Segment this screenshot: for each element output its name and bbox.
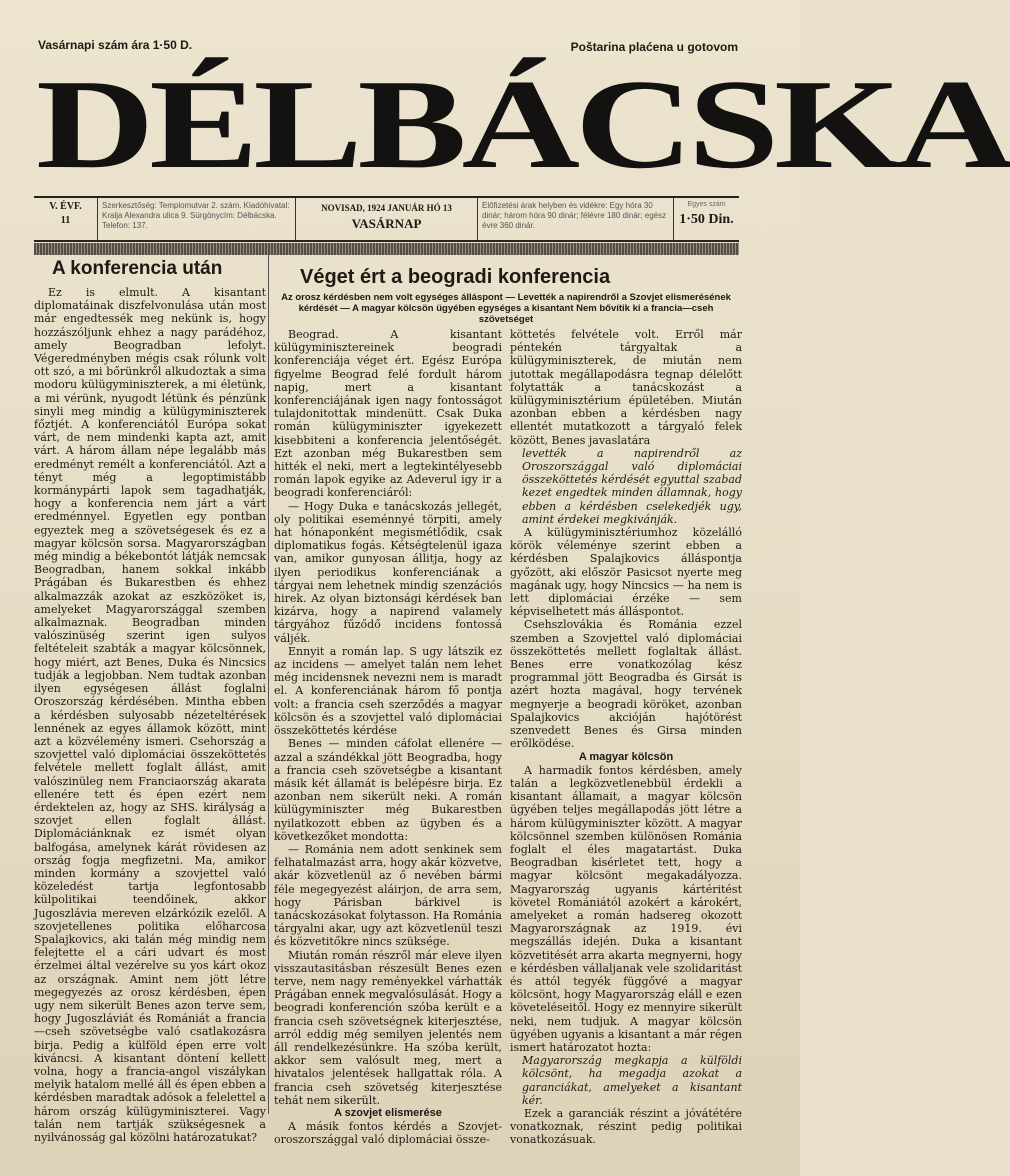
- info-bar: [34, 196, 739, 242]
- article2-column-left: [274, 328, 502, 1147]
- subheading-loan: A magyar kölcsön: [578, 750, 674, 763]
- article2-paragraph: A harmadik fontos kérdésben, amely talán a legközvetlenebbül érdekli a kisantant államait, a magyar kölcsön ügyében teljes megállapodás jött létre a három külügyminiszter között. A magyar kölcsönnel szemben különösen Románia foglalt el éles magatartást. Duka Beogradban kisérletet tett, hogy a magyar kölcsönt megakadályozza. Magyarország ugyanis kártéritést követel Romániától azokért a károkért, amelyeket a román hadsereg okozott Magyarországnak az 1919. évi megszállás idején. Duka a kisantant közvetitését arra akarta megnyerni, hogy e kérdésben vállaljanak vele szolidaritást és attól tegyék függővé a magyar kölcsönt, hogy Magyarország eláll e ezen követeléseitől. Hogy ez mennyire sikerült neki, nem tudjuk. A magyar kölcsön ügyében ugyanis a kisantant a már régen ismert határozatot hozta:: [510, 763, 742, 1054]
- volume-cell: [34, 198, 98, 240]
- article2-column-right: [510, 328, 742, 1147]
- article2-paragraph: Benes — minden cáfolat ellenére — azzal a szándékkal jött Beogradba, hogy a francia cseh szövetségbe a kisantant másik két államát is belépésre birja. Ez azonban nem sikerült neki. A román külügyminiszter még Bukarestben nyilatkozott ebben az ügyben és a következőket mondotta:: [274, 737, 502, 843]
- article2-paragraph: A másik fontos kérdés a Szovjet-oroszországgal való diplomáciai össze-: [274, 1120, 502, 1147]
- article2-quote: Magyarország megkapja a külföldi kölcsönt, ha megadja azokat a garanciákat, amelyeket a kisantant kér.: [522, 1054, 742, 1107]
- article2-quote: levették a napirendről az Oroszországgal való diplomáciai összeköttetés kérdését egyuttal szabad kezet engedtek minden államnak, hogy ebben a kérdésben cselekedjék ugy, amint érdekei megkivánják.: [522, 446, 742, 526]
- subscription-info: Előfizetési árak helyben és vidékre: Egy hóra 30 dinár; három hóra 90 dinár; félévre 180 dinár; egész évre 360 dinár.: [478, 198, 674, 240]
- masthead: [36, 53, 1010, 195]
- article2-paragraph: Ezek a garanciák részint a jóvátétére vonatkoznak, részint pedig politikai vonatkozásuak.: [510, 1106, 742, 1147]
- article2-paragraph: — Románia nem adott senkinek sem felhatalmazást arra, hogy akár közvetve, akár közvetlenül az ő nevében bármi féle megegyezést aláirjon, de arra sem, hogy Párisban bárkivel is tanácskozásokat folytasson. Ha Románia tárgyalni akar, ugy azt közvetlenül teszi és közvetitőkre nincs szüksége.: [274, 842, 502, 949]
- article1-body: [34, 286, 266, 1144]
- article2-paragraph: A külügyminisztériumhoz közelálló körök véleménye szerint ebben a kérdésben Spalajkovics álláspontja győzött, aki először Pasicsot nyerte meg magának ugy, hogy Nincsics — ha nem is lett diplomáciai érzéke — sem képviselhetett más álláspontot.: [510, 526, 742, 619]
- article2-paragraph: Csehszlovákia és Románia ezzel szemben a Szovjettel való diplomáciai összeköttetés mellett foglaltak állást. Benes erre vonatkozólag kész programmal jött Beogradba és Girsát is azért hozta magával, hogy tervének megnyerje a beogradi köröket, azonban Spalajkovics akcióján hajótörést szenvedett Benes és Girsa minden erőlködése.: [510, 618, 742, 751]
- volume: V. ÉVF.: [49, 201, 82, 212]
- price-note: Vasárnapi szám ára 1·50 D.: [38, 38, 193, 52]
- issue-day: VASÁRNAP: [351, 216, 422, 231]
- article1-paragraph: Ez is elmult. A kisantant diplomatáinak diszfelvonulása után most már engedtessék meg nekünk is, hogy hozzászóljunk ehhez a nagy parádéhoz, amely Beogradban lefolyt. Végeredményben mégis csak rólunk volt ott szó, a mi bőrünkről alkudoztak a sima modoru külügyminiszterek, a mi életünk, a mi vérünk, nyugodt létünk és pénzünk sinyli meg mindig a külügyminiszterek főztjét. A konferenciától Európa sokat várt, de nem mindenki kapta azt, amit várt. A három állam népe legalább más eredményt remélt a konferenciától. Azt a tényt még a legoptimistább kormánypárti lapok sem tagadhatják, hogy a konferencia nem járt a várt eredménnyel. Egyetlen egy pontban egyeztek meg a szövetségesek és ez a magyar kölcsön sorsa. Magyarországban még mindig a békebontót látják nemcsak Beogradban, hanem sokkal inkább Prágában és Bukarestben és ehhez alkalmazzák azokat az eszközöket is, amelyeket Magyarországgal szemben alkalmaznak. Beogradban minden valószinüség szerint igen sulyos feltételeit szabták a magyar kölcsönnek, hogy miért, azt Benes, Duka és Nincsics tudják a legjobban. Nem tudtak azonban ilyen egységesen állást foglalni Oroszország kérdésében. Mintha ebben a kérdésben sulyosabb nézeteltérések lennének az egyes államok között, mint azt a közvélemény ismeri. Csehország a szovjettel való diplomáciai összeköttetés felvétele mellett foglalt állást, amit valószinüleg nem Franciaország akarata ellenére tett és épen ezért nem érdektelen az, hogy az SHS. királyság a szovjet ellen foglalt állást. Diplomáciánknak ez ismét olyan balfogása, amelynek kárát rövidesen az ország fogja megfizetni. Ma, amikor minden kormány a szovjettel való közeledést tartja legfontosabb külpolitikai teendőinek, akkor Jugoszlávia mereven elzárkózik ezelől. A szovjetellenes politika előharcosa Spalajkovics, aki talán még mindig nem felejtette el a cári udvart és most érzelmei által vezérelve su yos kárt okoz az országnak. Amint nem jött létre megegyezés az orosz kérdésben, épen ugy nem sikerült Benes azon terve sem, hogy Jugoszláviát és Romániát a francia—cseh szövetségbe való csatlakozásra birja. Pedig a külföld épen erre volt kiváncsi. A kisantant döntení kellett volna, hogy a francia-angol viszálykan melyik hatalom mellé áll és épen ebben a kérdésben maradtak adósok a felelettel a három ország külügyminiszterei. Vagy talán nem tartják szükségesnek a nyilvánosság gal közölni határozatukat?: [34, 286, 266, 1144]
- issue-date: NOVISAD, 1924 JANUÁR HÓ 13: [321, 203, 452, 213]
- masthead-title: DÉLBÁCSKA: [36, 53, 1010, 195]
- article2-paragraph: — Hogy Duka e tanácskozás jellegét, oly politikai eseménnyé törpiti, amely hat hónaponként megismétlődik, csak diplomatikus fogás. Kétségtelenül igaza van, amikor gunyosan állitja, hogy az ilyen periodikus konferenciának a tárgyai nem lehetnek mindig szenzációs hirek. Az olyan biztonsági kérdések ban kizárva, hogy a napirend valamely tárgyához fűződő incidens fontossá váljék.: [274, 499, 502, 645]
- article2-deck: Az orosz kérdésben nem volt egységes álláspont — Levették a napirendről a Szovjet elismerésének kérdését — A magyar kölcsön ügyében egységes a kisantant Nem bővítik ki a francia—cseh szövetséget: [281, 292, 731, 325]
- editorial-info: Szerkesztőség: Templomutvar 2. szám. Kiadóhivatal: Kralja Alexandra ulica 9. Sürgönycím: Délbácska. Telefon: 137.: [98, 198, 296, 240]
- article2-paragraph: Miután román részről már eleve ilyen visszautasitásban részesült Benes ezen terve, nem nagy reményekkel várhatták Prágában ennek megvalósulását. Hogy a beogradi konferención szóba került e a francia cseh szövetségnek kiterjesztése, arról eddig még semilyen jelentés nem áll rendelkezésünkre. Ha szóba került, akkor sem valósult meg, mert a hivatalos jelentések hallgattak róla. A francia cseh szövetség kiterjesztése tehát nem sikerült.: [274, 948, 502, 1107]
- column-divider: [268, 254, 269, 1114]
- article2-title: Véget ért a beogradi konferencia: [300, 266, 611, 288]
- article2-paragraph: Ennyit a román lap. S ugy látszik ez az incidens — amelyet talán nem lehet még incidensnek nevezni nem is maradt el. A konferenciának három fő pontja volt: a francia cseh szerződés a magyar kölcsön és a szovjettel való diplomáciai összeköttetés kérdése: [274, 644, 502, 738]
- single-price-cell: [674, 198, 739, 240]
- subheading-soviet: A szovjet elismerése: [334, 1106, 442, 1119]
- single-price: 1·50 Din.: [679, 212, 734, 227]
- issue-number: 11: [60, 215, 71, 226]
- single-label: Egyes szám: [687, 201, 726, 208]
- article2-paragraph: Beograd. A kisantant külügyminisztereinek beogradi konferenciája véget ért. Egész Európa figyelme Beograd felé fordult három napig, mert a kisantant konferenciájának igen nagy fontosságot tulajdonitottak mindenütt. Csak Duka román külügyminiszter igyekezett kisebbiteni a konferencia jelentőségét. Ezt azonban még Bukarestben sem hitték el neki, mert a legtekintélyesebb román lapok egyike az Adeverul igy ir a beogradi konferenciáról:: [274, 328, 502, 500]
- article2-paragraph: köttetés felvétele volt. Erről már péntekén tárgyaltak a külügyminiszterek, de miután nem jutottak megállapodásra tegnap délelőtt folytatták a tanácskozást a külügyminisztérium épületében. Miután azonban ebben a kérdésben nagy ellentét mutatkozott a tárgyaló felek között, Benes javaslatára: [510, 328, 742, 447]
- ornamental-rule: [34, 243, 739, 255]
- date-cell: [296, 198, 478, 240]
- article1-title: A konferencia után: [52, 258, 223, 279]
- postage-note: Poštarina plaćena u gotovom: [570, 40, 738, 54]
